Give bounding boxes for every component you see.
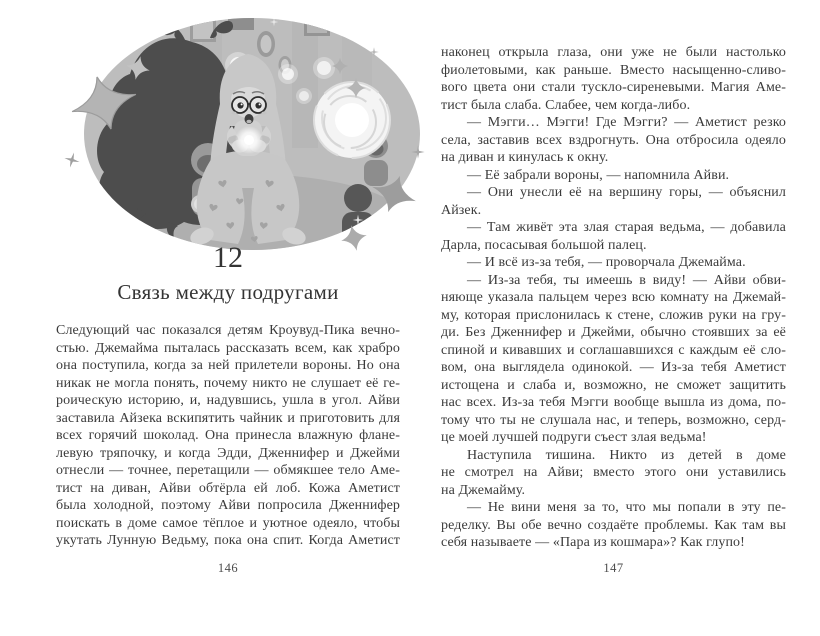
chapter-illustration [42, 8, 434, 252]
text-line: тист на диван, Айви обтёрла ей лоб. Кожа Аметист [56, 480, 400, 496]
text-line: ди. Без Дженнифер и Джейми, обычно стоявших за её [441, 325, 786, 340]
text-line: — Не вини меня за то, что мы попали в эту пе- [467, 500, 786, 515]
text-line: на Джемайму. [441, 482, 526, 498]
text-line: отнесли — точнее, перетащили — обмякшее тело Аме- [56, 463, 400, 478]
text-line: всех горячий шоколад. Она принесла влажную флане- [56, 428, 400, 443]
text-line: спиной и кивавших и соглашавшихся с каждым её сло- [441, 342, 786, 358]
text-line: — Они унесли её на вершину горы, — объяснил [467, 185, 786, 200]
text-line: нас всех. Из-за тебя Мэгги вообще вышла из дома, по- [441, 395, 786, 410]
text-line: вого цвета они стали тускло-сиреневыми. Магия Аме- [441, 80, 786, 95]
text-line: заставила Айзека вскипятить чайник и приготовить для [56, 410, 400, 426]
right-page-body-text [441, 44, 786, 552]
text-line: поискать в доме самое тёплое и уютное одеяло, чтобы [56, 515, 400, 531]
text-line: тому что ты не слушала нас, и теперь, возможно, серд- [441, 412, 786, 428]
left-page-number: 146 [217, 561, 239, 575]
text-line: це моей лучшей подруги съест злая ведьма! [441, 430, 707, 445]
text-line: тист была слаба. Слабее, чем когда-либо. [441, 97, 691, 113]
left-page-body-text [56, 322, 400, 550]
text-line: роическую историю, и, надувшись, ушла в угол. Айви [56, 393, 400, 408]
text-line: — Её забрали вороны, — напомнила Айви. [467, 167, 730, 183]
text-line: Айзек. [441, 202, 482, 218]
text-line: му, которая прислонилась к стене, сложив руки на гру- [441, 307, 786, 323]
chapter-number: 12 [213, 241, 243, 274]
text-line: не смотрел на Айви; вместо этого они уставились [441, 465, 786, 480]
text-line: фиолетовыми, как раньше. Вместо насыщенно-сливо- [441, 62, 786, 78]
text-line: Наступила тишина. Никто из детей в доме [467, 447, 786, 463]
text-line: няюще указала пальцем через всю комнату на Джемай- [441, 290, 786, 305]
text-line: стью. Джемайма пыталась рассказать всем, как храбро [56, 340, 400, 356]
text-line: никак не могла понять, почему никто не слушает её ге- [56, 375, 400, 391]
text-line: — И всё из-за тебя, — проворчала Джемайма. [467, 255, 746, 270]
text-line: на диван и кинулась к окну. [441, 150, 609, 165]
text-line: вом, она выглядела одинокой. — Из-за тебя Аметист [441, 360, 786, 375]
text-line: себя называете — «Пара из кошмара»? Как глупо! [441, 535, 745, 550]
text-line: Дарла, посасывая большой палец. [441, 237, 647, 253]
text-line: — Мэгги… Мэгги! Где Мэгги? — Аметист резко [467, 115, 786, 130]
text-line: наконец открыла глаза, они уже не были настолько [441, 45, 786, 60]
text-line: укутать Лунную Ведьму, пока она спит. Когда Аметист [56, 533, 400, 548]
chapter-title: Связь между подругами [117, 280, 339, 304]
text-line: была холодной, поэтому Айви попросила Дженнифер [56, 498, 400, 513]
text-line: — Там живёт эта злая старая ведьма, — добавила [467, 220, 786, 235]
glow-ball [314, 82, 390, 158]
right-page-number: 147 [603, 561, 624, 575]
text-line: — Из-за тебя, ты имеешь в виду! — Айви обви- [467, 272, 786, 288]
text-line: левую тряпочку, и когда Эдди, Дженнифер и Джейми [56, 445, 400, 461]
text-line: истощена и слаба и, возможно, не сможет защитить [441, 377, 786, 393]
text-line: она поступила, когда за ней прилетели вороны. Но она [56, 358, 400, 373]
text-line: села, заставив всех вздрогнуть. Она отбросила одеяло [441, 132, 786, 148]
text-line: ределку. Вы обе вечно создаёте проблемы. Как там вы [441, 517, 786, 533]
text-line: Следующий час показался детям Кроувуд-Пика вечно- [56, 323, 400, 338]
